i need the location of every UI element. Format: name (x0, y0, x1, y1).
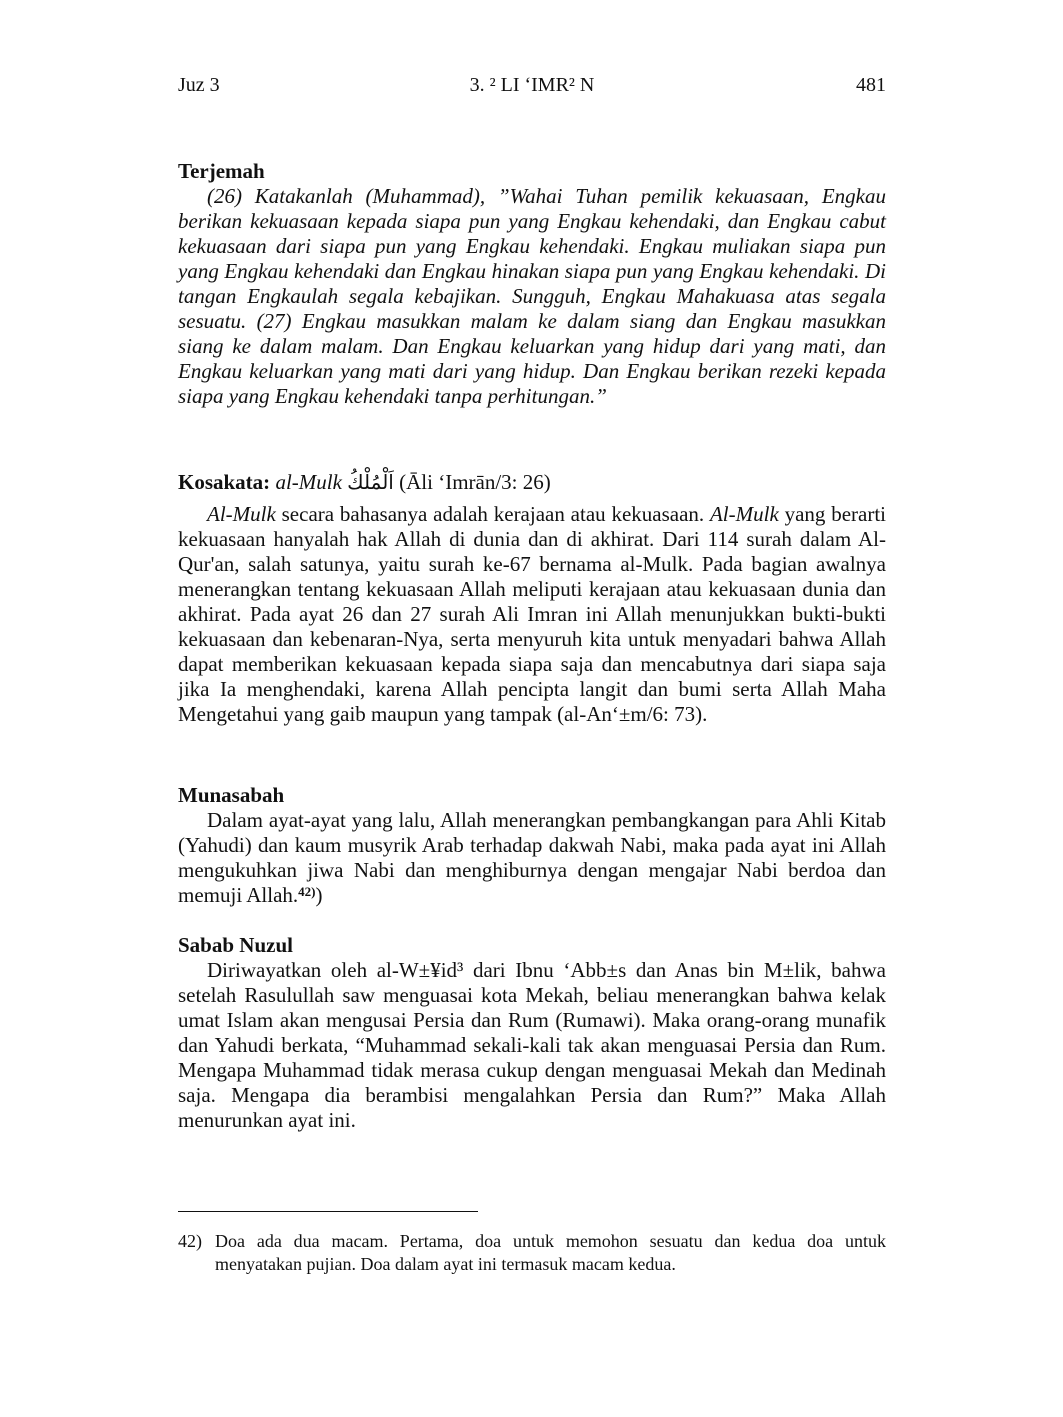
kosakata-text-a: secara bahasanya adalah kerajaan atau kekuasaan. (281, 502, 705, 526)
munasabah-section (178, 783, 886, 908)
kosakata-reference: (Āli ‘Imrān/3: 26) (399, 470, 551, 494)
kosakata-section (178, 468, 886, 727)
footnote (178, 1230, 886, 1276)
kosakata-text-b: yang berarti kekuasaan hanyalah hak Allah di dunia dan di akhirat. Dari 114 surah dalam Al-Qur'an, salah satunya, yaitu surah ke-67 bernama al-Mulk. Pada bagian awalnya menerangkan tentang kekuasaan Allah meliputi kerajaan atau kekuasaan dunia dan akhirat. Pada ayat 26 dan 27 surah Ali Imran ini Allah menunjukkan bukti-bukti kekuasaan dan kebenaran-Nya, serta menyuruh kita untuk menyadari bahwa Allah dapat memberikan kekuasaan kepada siapa saja dan mencabutnya dari siapa saja jika Ia menghendaki, karena Allah pencipta langit dan bumi serta Allah Maha Mengetahui yang gaib maupun yang tampak (al-An‘±m/6: 73). (178, 502, 887, 726)
footnote-reference[interactable]: 42) (298, 884, 316, 899)
kosakata-text (178, 502, 886, 727)
munasabah-text (178, 808, 886, 908)
page-number: 481 (856, 74, 886, 96)
footnote-divider (178, 1211, 478, 1212)
kosakata-arabic: اَلْمُلْكُ (347, 470, 394, 494)
footnote-text: Doa ada dua macam. Pertama, doa untuk memohon sesuatu dan kedua doa untuk menyatakan pujian. Doa dalam ayat ini termasuk macam kedua. (215, 1231, 886, 1274)
terjemah-heading: Terjemah (178, 159, 265, 183)
munasabah-body: Dalam ayat-ayat yang lalu, Allah menerangkan pembangkangan para Ahli Kitab (Yahudi) dan kaum musyrik Arab terhadap dakwah Nabi, maka pada ayat ini Allah mengukuhkan jiwa Nabi dan menghiburnya dengan mengajar Nabi berdoa dan memuji Allah. (178, 808, 886, 907)
sabab-nuzul-section (178, 933, 886, 1133)
footnote-number: 42) (178, 1231, 202, 1251)
sabab-nuzul-heading: Sabab Nuzul (178, 933, 293, 957)
terjemah-section (178, 159, 886, 409)
juz-label: Juz 3 (178, 74, 220, 96)
munasabah-closing: ) (315, 883, 323, 907)
running-header (178, 74, 886, 98)
kosakata-heading (178, 468, 886, 496)
kosakata-label: Kosakata: (178, 470, 271, 494)
surah-title: 3. ² LI ‘IMR² N (469, 74, 595, 96)
munasabah-heading: Munasabah (178, 783, 285, 807)
kosakata-lead-term: Al-Mulk (207, 502, 276, 526)
sabab-nuzul-text: Diriwayatkan oleh al-W±¥id³ dari Ibnu ‘Abb±s dan Anas bin M±lik, bahwa setelah Rasulullah saw menguasai kota Mekah, beliau menerangkan bahwa kelak umat Islam akan mengusai Persia dan Rum (Rumawi). Maka orang-orang munafik dan Yahudi berkata, “Muhammad sekali-kali tak akan menguasai Persia dan Rum. Mengapa Muhammad tidak merasa cukup dengan menguasai Mekah dan Medinah saja. Mengapa dia berambisi mengalahkan Persia dan Rum?” Maka Allah menurunkan ayat ini. (178, 958, 886, 1132)
kosakata-term: al-Mulk (275, 470, 342, 494)
kosakata-term-2: Al-Mulk (709, 502, 779, 526)
terjemah-text: (26) Katakanlah (Muhammad), ”Wahai Tuhan pemilik kekuasaan, Engkau berikan kekuasaan kepada siapa pun yang Engkau kehendaki, dan Engkau cabut kekuasaan dari siapa pun yang Engkau kehendaki. Engkau muliakan siapa pun yang Engkau kehendaki dan Engkau hinakan siapa pun yang Engkau kehendaki. Di tangan Engkaulah segala kebajikan. Sungguh, Engkau Mahakuasa atas segala sesuatu. (27) Engkau masukkan malam ke dalam siang dan Engkau masukkan siang ke dalam malam. Dan Engkau keluarkan yang hidup dari yang mati, dan Engkau keluarkan yang mati dari yang hidup. Dan Engkau berikan rezeki kepada siapa yang Engkau kehendaki tanpa perhitungan.” (178, 184, 886, 408)
